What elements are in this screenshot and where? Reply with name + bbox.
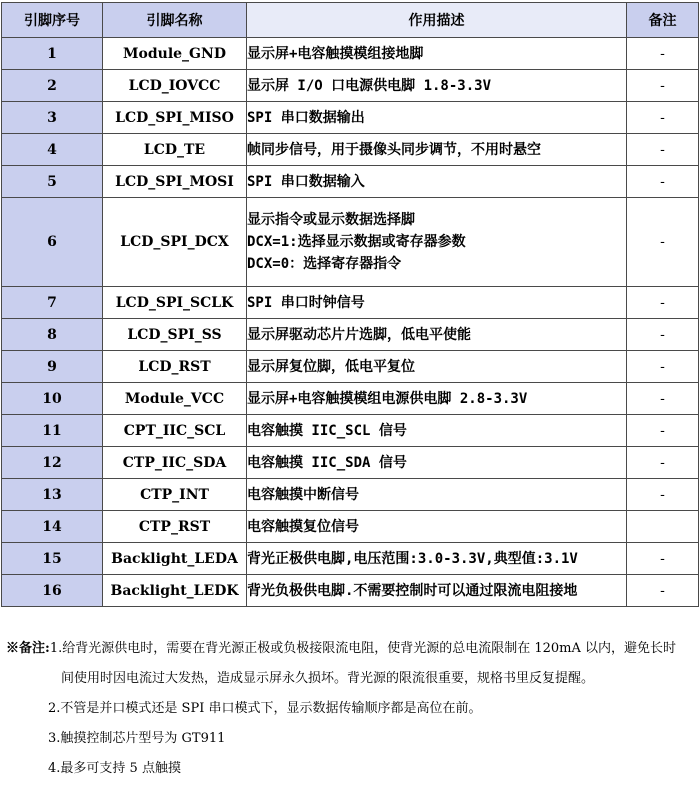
pin-name-cell: LCD_SPI_MOSI	[103, 166, 247, 198]
description-cell	[247, 383, 627, 415]
description-line: 电容触摸 IIC_SDA 信号	[247, 454, 407, 471]
description-cell	[247, 447, 627, 479]
pin-number-cell: 16	[2, 575, 103, 607]
pin-number-cell: 8	[2, 319, 103, 351]
description-line: SPI 串口时钟信号	[247, 294, 365, 311]
description-cell	[247, 166, 627, 198]
remark-cell: -	[627, 166, 699, 198]
description-cell	[247, 351, 627, 383]
remark-cell: -	[627, 447, 699, 479]
description-cell	[247, 479, 627, 511]
description-cell	[247, 287, 627, 319]
description-line: 显示指令或显示数据选择脚	[247, 212, 415, 228]
pin-name-cell: LCD_RST	[103, 351, 247, 383]
pin-number-cell: 5	[2, 166, 103, 198]
note-2: 2.不管是并口模式还是 SPI 串口模式下，显示数据传输顺序都是高位在前。	[48, 701, 482, 716]
table-row	[2, 198, 699, 287]
description-line: 背光负极供电脚.不需要控制时可以通过限流电阻接地	[247, 582, 578, 599]
description-cell	[247, 198, 627, 287]
table-row	[2, 70, 699, 102]
description-line: 显示屏复位脚，低电平复位	[247, 358, 415, 375]
table-row	[2, 447, 699, 479]
pin-name-cell: LCD_SPI_DCX	[103, 198, 247, 287]
table-row	[2, 166, 699, 198]
pin-name-cell: LCD_SPI_SCLK	[103, 287, 247, 319]
pin-number-cell: 2	[2, 70, 103, 102]
note-3: 3.触摸控制芯片型号为 GT911	[48, 731, 226, 746]
description-cell	[247, 38, 627, 70]
pin-name-cell: CTP_IIC_SDA	[103, 447, 247, 479]
table-row	[2, 415, 699, 447]
pin-name-cell: LCD_SPI_MISO	[103, 102, 247, 134]
header-pin-name: 引脚名称	[103, 3, 247, 38]
pin-number-cell: 11	[2, 415, 103, 447]
description-cell	[247, 134, 627, 166]
remark-cell: -	[627, 383, 699, 415]
remark-cell: -	[627, 134, 699, 166]
remark-cell: -	[627, 70, 699, 102]
remark-cell: -	[627, 319, 699, 351]
pin-number-cell: 7	[2, 287, 103, 319]
pin-name-cell: Backlight_LEDK	[103, 575, 247, 607]
table-row	[2, 511, 699, 543]
pin-name-cell: Module_VCC	[103, 383, 247, 415]
remark-cell: -	[627, 543, 699, 575]
pin-number-cell: 12	[2, 447, 103, 479]
description-cell	[247, 415, 627, 447]
table-row	[2, 543, 699, 575]
table-row	[2, 351, 699, 383]
header-remark: 备注	[627, 3, 699, 38]
pin-number-cell: 6	[2, 198, 103, 287]
remark-cell: -	[627, 575, 699, 607]
description-line: SPI 串口数据输出	[247, 109, 365, 126]
remark-cell: -	[627, 479, 699, 511]
table-row	[2, 102, 699, 134]
description-line: 显示屏 I/O 口电源供电脚 1.8-3.3V	[247, 77, 492, 94]
table-header-row	[2, 3, 699, 38]
description-line: 显示屏驱动芯片片选脚，低电平使能	[247, 326, 471, 343]
description-line: 背光正极供电脚,电压范围:3.0-3.3V,典型值:3.1V	[247, 550, 578, 567]
table-row	[2, 479, 699, 511]
remark-cell: -	[627, 351, 699, 383]
pin-name-cell: CPT_IIC_SCL	[103, 415, 247, 447]
description-line: 电容触摸复位信号	[247, 518, 359, 535]
remark-cell: -	[627, 102, 699, 134]
description-line: DCX=0：选择寄存器指令	[247, 256, 402, 272]
pin-number-cell: 13	[2, 479, 103, 511]
remark-cell	[627, 511, 699, 543]
pin-number-cell: 3	[2, 102, 103, 134]
table-row	[2, 319, 699, 351]
table-row	[2, 575, 699, 607]
description-line: 电容触摸中断信号	[247, 486, 359, 503]
pin-number-cell: 15	[2, 543, 103, 575]
pin-name-cell: LCD_SPI_SS	[103, 319, 247, 351]
remark-cell: -	[627, 198, 699, 287]
description-line: 电容触摸 IIC_SCL 信号	[247, 422, 407, 439]
table-row	[2, 134, 699, 166]
pin-number-cell: 1	[2, 38, 103, 70]
description-cell	[247, 543, 627, 575]
description-cell	[247, 102, 627, 134]
remark-cell: -	[627, 415, 699, 447]
pin-name-cell: CTP_INT	[103, 479, 247, 511]
description-cell	[247, 511, 627, 543]
pin-name-cell: LCD_TE	[103, 134, 247, 166]
description-line: SPI 串口数据输入	[247, 173, 365, 190]
table-row	[2, 287, 699, 319]
pin-number-cell: 14	[2, 511, 103, 543]
description-line: 显示屏+电容触摸模组接地脚	[247, 45, 424, 62]
pin-number-cell: 4	[2, 134, 103, 166]
note-1-second-line: 间使用时因电流过大发热，造成显示屏永久损坏。背光源的限流很重要，规格书里反复提醒。	[61, 671, 595, 686]
header-description: 作用描述	[247, 3, 627, 38]
description-cell	[247, 70, 627, 102]
pin-definition-table	[1, 2, 699, 607]
description-line: 帧同步信号，用于摄像头同步调节，不用时悬空	[247, 141, 541, 158]
pin-name-cell: Module_GND	[103, 38, 247, 70]
pin-number-cell: 10	[2, 383, 103, 415]
notes-label: ※备注:	[6, 641, 50, 656]
description-line: DCX=1:选择显示数据或寄存器参数	[247, 234, 466, 250]
header-pin-number: 引脚序号	[2, 3, 103, 38]
pin-name-cell: Backlight_LEDA	[103, 543, 247, 575]
note-4: 4.最多可支持 5 点触摸	[48, 761, 181, 776]
description-cell	[247, 575, 627, 607]
note-1-first-line: ※备注:1.给背光源供电时，需要在背光源正极或负极接限流电阻，使背光源的总电流限制在 120mA 以内，避免长时	[6, 641, 677, 656]
pin-name-cell: LCD_IOVCC	[103, 70, 247, 102]
remark-cell: -	[627, 287, 699, 319]
remark-cell: -	[627, 38, 699, 70]
pin-number-cell: 9	[2, 351, 103, 383]
description-line: 显示屏+电容触摸模组电源供电脚 2.8-3.3V	[247, 390, 528, 407]
table-row	[2, 38, 699, 70]
pin-name-cell: CTP_RST	[103, 511, 247, 543]
table-row	[2, 383, 699, 415]
description-cell	[247, 319, 627, 351]
